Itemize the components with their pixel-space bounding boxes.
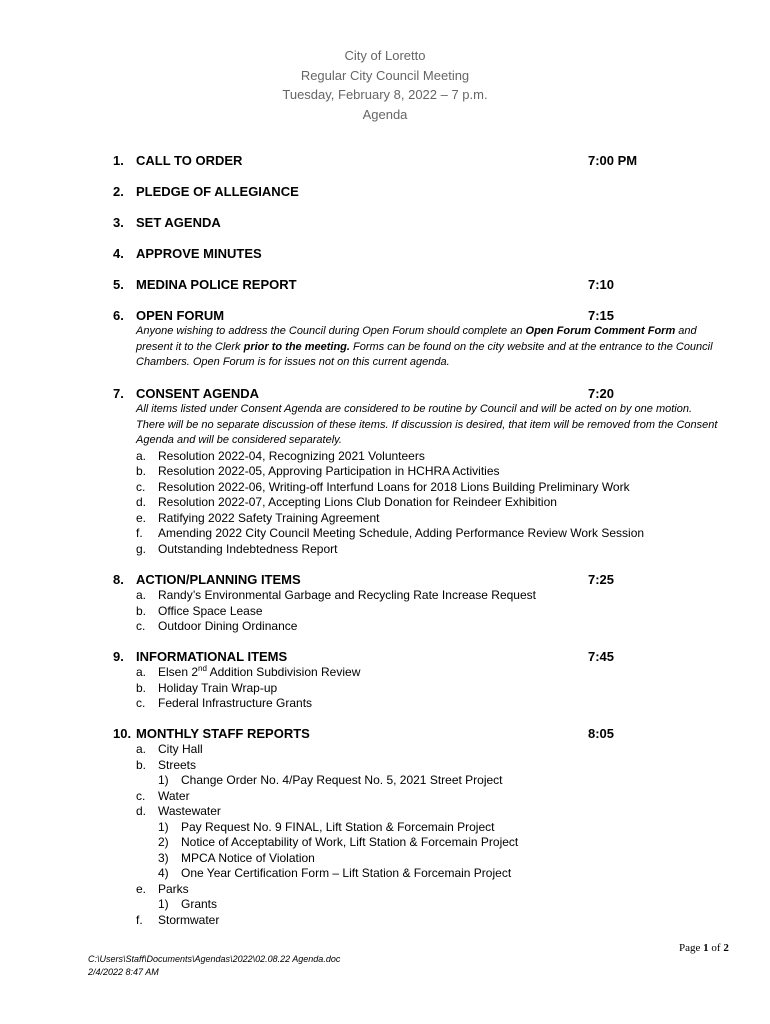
list-item: a. City Hall bbox=[136, 742, 203, 756]
agenda-item-3 bbox=[0, 215, 770, 231]
list-item: b. Streets bbox=[136, 757, 197, 772]
agenda-item-5 bbox=[0, 277, 770, 293]
item-number: 7. bbox=[113, 386, 124, 401]
list-item: c. Federal Infrastructure Grants bbox=[136, 696, 313, 710]
item-title: MEDINA POLICE REPORT bbox=[136, 277, 297, 292]
list-item: b. Office Space Lease bbox=[136, 603, 263, 618]
item-number: 6. bbox=[113, 308, 124, 323]
list-item: d. Wastewater bbox=[136, 804, 221, 818]
document-footer bbox=[88, 953, 340, 978]
item-time: 7:15 bbox=[588, 308, 615, 323]
list-item: a. Resolution 2022-04, Recognizing 2021 Volunteers bbox=[136, 448, 425, 463]
sub-list-item: 1) Change Order No. 4/Pay Request No. 5, 2021 Street Project bbox=[158, 773, 503, 787]
print-datetime: 2/4/2022 8:47 AM bbox=[88, 966, 159, 977]
consent-agenda-note: All items listed under Consent Agenda are considered to be routine by Council and will be acted on by one motion. There will be no separate discussion of these items. If discussion is desired, that item will be removed from the Consent Agenda and will be considered separately. bbox=[136, 403, 718, 446]
list-item: e. Parks bbox=[136, 881, 189, 896]
comment-form-emphasis: Open Forum Comment Form bbox=[525, 325, 676, 337]
open-forum-note: Anyone wishing to address the Council during Open Forum should complete an Open Forum Comment Form and present it to the Clerk prior to the meeting. Forms can be found on the city website and at the entrance to the Council Chambers. Open Forum is for issues not on this current agenda. bbox=[136, 325, 713, 368]
agenda-item-6 bbox=[0, 308, 770, 371]
item-number: 10. bbox=[113, 726, 132, 741]
sub-list-item: 4) One Year Certification Form – Lift Station & Forcemain Project bbox=[158, 866, 512, 880]
prior-emphasis: prior to the meeting. bbox=[243, 340, 350, 353]
item-number: 9. bbox=[113, 649, 124, 664]
consent-items bbox=[0, 449, 770, 558]
document-type: Agenda bbox=[362, 106, 408, 122]
item-time: 7:45 bbox=[588, 649, 615, 664]
list-item: b. Holiday Train Wrap-up bbox=[136, 680, 278, 695]
agenda-item-1 bbox=[0, 153, 770, 169]
item-title: MONTHLY STAFF REPORTS bbox=[136, 726, 310, 741]
city-name: City of Loretto bbox=[344, 48, 426, 63]
item-number: 3. bbox=[113, 215, 124, 230]
list-item: f. Stormwater bbox=[136, 912, 220, 927]
list-item: c. Resolution 2022-06, Writing-off Interfund Loans for 2018 Lions Building Preliminary Work bbox=[136, 479, 630, 494]
action-items bbox=[0, 588, 770, 635]
item-number: 8. bbox=[113, 572, 124, 587]
item-number: 2. bbox=[113, 184, 124, 199]
item-title: OPEN FORUM bbox=[136, 308, 225, 323]
agenda-item-10 bbox=[0, 726, 770, 928]
item-number: 5. bbox=[113, 277, 124, 292]
item-title: SET AGENDA bbox=[136, 215, 221, 230]
document-header bbox=[0, 46, 770, 124]
list-item: f. Amending 2022 City Council Meeting Schedule, Adding Performance Review Work Session bbox=[136, 526, 645, 540]
file-path: C:\Users\Staff\Documents\Agendas\2022\02.08.22 Agenda.doc bbox=[88, 954, 341, 964]
sub-list-item: 3) MPCA Notice of Violation bbox=[158, 850, 315, 865]
item-title: APPROVE MINUTES bbox=[136, 246, 262, 261]
staff-report-items bbox=[0, 742, 770, 928]
list-item: a. Elsen 2nd Addition Subdivision Review bbox=[136, 664, 361, 679]
list-item: e. Ratifying 2022 Safety Training Agreement bbox=[136, 510, 380, 525]
agenda-item-9 bbox=[0, 649, 770, 712]
list-item: g. Outstanding Indebtedness Report bbox=[136, 541, 338, 556]
item-time: 7:10 bbox=[588, 277, 615, 292]
agenda-item-2 bbox=[0, 184, 770, 200]
item-time: 8:05 bbox=[588, 726, 615, 741]
list-item: c. Outdoor Dining Ordinance bbox=[136, 619, 298, 633]
list-item: d. Resolution 2022-07, Accepting Lions Club Donation for Reindeer Exhibition bbox=[136, 495, 557, 509]
sub-list-item: 1) Grants bbox=[158, 897, 218, 911]
agenda-item-4 bbox=[0, 246, 770, 262]
item-time: 7:00 PM bbox=[588, 153, 638, 168]
sub-list-item: 1) Pay Request No. 9 FINAL, Lift Station & Forcemain Project bbox=[158, 819, 495, 834]
item-time: 7:20 bbox=[588, 386, 615, 401]
item-number: 4. bbox=[113, 246, 124, 261]
agenda-item-7 bbox=[0, 386, 770, 557]
list-item: a. Randy’s Environmental Garbage and Recycling Rate Increase Request bbox=[136, 588, 536, 602]
sub-list-item: 2) Notice of Acceptability of Work, Lift Station & Forcemain Project bbox=[158, 835, 519, 849]
list-item: c. Water bbox=[136, 788, 190, 803]
agenda-item-8 bbox=[0, 572, 770, 635]
informational-items bbox=[0, 665, 770, 712]
meeting-name: Regular City Council Meeting bbox=[300, 67, 470, 83]
item-title: INFORMATIONAL ITEMS bbox=[136, 649, 288, 664]
list-item: b. Resolution 2022-05, Approving Participation in HCHRA Activities bbox=[136, 464, 500, 478]
item-title: ACTION/PLANNING ITEMS bbox=[136, 572, 301, 587]
item-title: CALL TO ORDER bbox=[136, 153, 243, 168]
item-number: 1. bbox=[113, 153, 124, 168]
item-time: 7:25 bbox=[588, 572, 615, 587]
item-title: CONSENT AGENDA bbox=[136, 386, 260, 401]
meeting-date: Tuesday, February 8, 2022 – 7 p.m. bbox=[282, 87, 488, 103]
item-title: PLEDGE OF ALLEGIANCE bbox=[136, 184, 299, 199]
page-number: Page 1 of 2 bbox=[679, 942, 729, 954]
